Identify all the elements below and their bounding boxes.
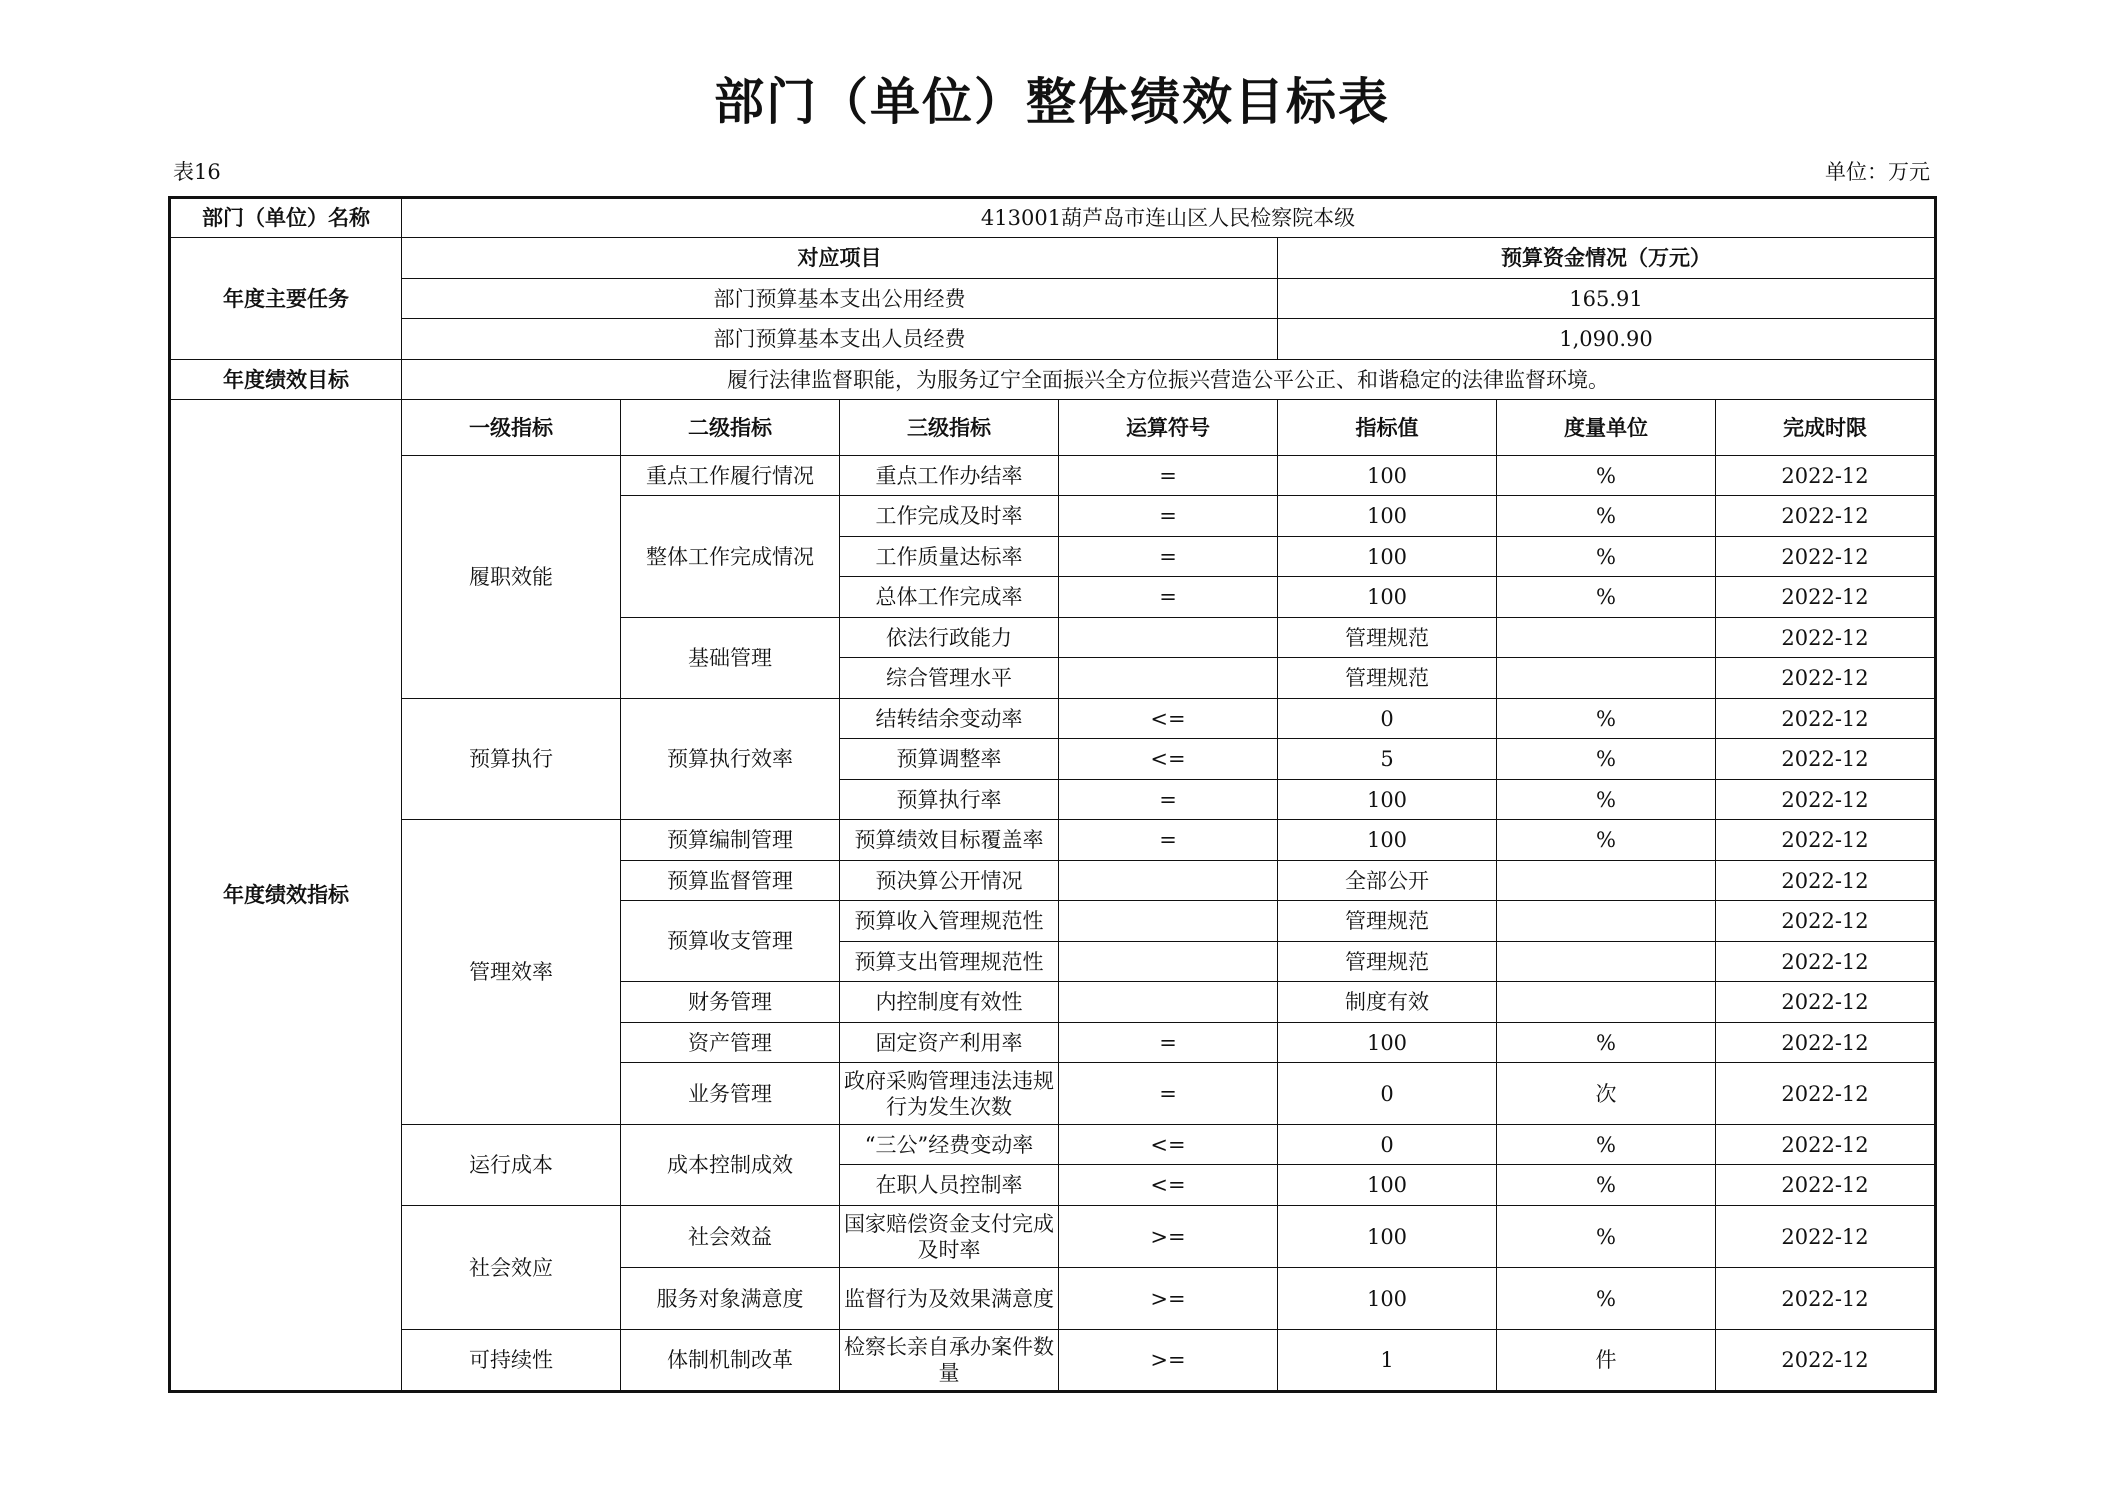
col-header: 完成时限 xyxy=(1716,400,1936,456)
col-header: 度量单位 xyxy=(1497,400,1716,456)
dept-name: 413001葫芦岛市连山区人民检察院本级 xyxy=(402,198,1936,238)
indicator-value: 100 xyxy=(1278,1165,1497,1206)
level3-indicator: 工作完成及时率 xyxy=(840,496,1059,537)
level3-indicator: “三公”经费变动率 xyxy=(840,1125,1059,1165)
indicator-value: 100 xyxy=(1278,537,1497,577)
indicator-value: 1 xyxy=(1278,1330,1497,1392)
level3-indicator: 重点工作办结率 xyxy=(840,456,1059,496)
level2-indicator: 业务管理 xyxy=(621,1063,840,1125)
measure-unit: 次 xyxy=(1497,1063,1716,1125)
deadline: 2022-12 xyxy=(1716,1125,1936,1165)
measure-unit xyxy=(1497,658,1716,699)
deadline: 2022-12 xyxy=(1716,658,1936,699)
indicator-value: 100 xyxy=(1278,456,1497,496)
deadline: 2022-12 xyxy=(1716,1165,1936,1206)
measure-unit: % xyxy=(1497,1125,1716,1165)
level1-indicator: 预算执行 xyxy=(402,699,621,820)
tasks-header-row xyxy=(170,238,1936,279)
unit-label: 单位：万元 xyxy=(1825,160,1930,184)
operator: <= xyxy=(1059,739,1278,780)
operator: = xyxy=(1059,1023,1278,1063)
deadline: 2022-12 xyxy=(1716,1268,1936,1330)
measure-unit: % xyxy=(1497,537,1716,577)
indicator-value: 管理规范 xyxy=(1278,942,1497,982)
level2-indicator: 社会效益 xyxy=(621,1206,840,1268)
indicator-value: 5 xyxy=(1278,739,1497,780)
indicator-value: 100 xyxy=(1278,1268,1497,1330)
operator xyxy=(1059,861,1278,901)
task-budget: 1,090.90 xyxy=(1278,319,1936,360)
deadline: 2022-12 xyxy=(1716,780,1936,820)
level2-indicator: 整体工作完成情况 xyxy=(621,496,840,618)
level2-indicator: 服务对象满意度 xyxy=(621,1268,840,1330)
measure-unit: % xyxy=(1497,496,1716,537)
indicator-value: 制度有效 xyxy=(1278,982,1497,1023)
dept-label: 部门（单位）名称 xyxy=(170,198,402,238)
indicator-value: 0 xyxy=(1278,1063,1497,1125)
measure-unit: % xyxy=(1497,577,1716,618)
level3-indicator: 预算支出管理规范性 xyxy=(840,942,1059,982)
measure-unit xyxy=(1497,942,1716,982)
deadline: 2022-12 xyxy=(1716,699,1936,739)
tasks-col-item: 对应项目 xyxy=(402,238,1278,279)
deadline: 2022-12 xyxy=(1716,537,1936,577)
operator: = xyxy=(1059,496,1278,537)
deadline: 2022-12 xyxy=(1716,618,1936,658)
level3-indicator: 预算收入管理规范性 xyxy=(840,901,1059,942)
indicator-row xyxy=(170,699,1936,739)
measure-unit xyxy=(1497,982,1716,1023)
page-title: 部门（单位）整体绩效目标表 xyxy=(714,73,1390,131)
indicator-row xyxy=(170,1125,1936,1165)
measure-unit: % xyxy=(1497,699,1716,739)
deadline: 2022-12 xyxy=(1716,861,1936,901)
measure-unit xyxy=(1497,618,1716,658)
level3-indicator: 国家赔偿资金支付完成及时率 xyxy=(840,1206,1059,1268)
indicator-value: 100 xyxy=(1278,496,1497,537)
operator xyxy=(1059,658,1278,699)
level2-indicator: 预算收支管理 xyxy=(621,901,840,982)
deadline: 2022-12 xyxy=(1716,901,1936,942)
goal-row xyxy=(170,360,1936,400)
level2-indicator: 重点工作履行情况 xyxy=(621,456,840,496)
level2-indicator: 基础管理 xyxy=(621,618,840,699)
deadline: 2022-12 xyxy=(1716,739,1936,780)
level2-indicator: 预算执行效率 xyxy=(621,699,840,820)
level1-indicator: 运行成本 xyxy=(402,1125,621,1206)
measure-unit: % xyxy=(1497,1268,1716,1330)
deadline: 2022-12 xyxy=(1716,577,1936,618)
level3-indicator: 内控制度有效性 xyxy=(840,982,1059,1023)
indicator-value: 0 xyxy=(1278,1125,1497,1165)
indicator-value: 100 xyxy=(1278,820,1497,861)
task-row xyxy=(170,279,1936,319)
operator: >= xyxy=(1059,1330,1278,1392)
level3-indicator: 预算调整率 xyxy=(840,739,1059,780)
goal-text: 履行法律监督职能，为服务辽宁全面振兴全方位振兴营造公平公正、和谐稳定的法律监督环境。 xyxy=(402,360,1936,400)
col-header: 指标值 xyxy=(1278,400,1497,456)
measure-unit: % xyxy=(1497,780,1716,820)
indicator-value: 100 xyxy=(1278,780,1497,820)
goal-label: 年度绩效目标 xyxy=(170,360,402,400)
indicators-header-row xyxy=(170,400,1936,456)
level3-indicator: 固定资产利用率 xyxy=(840,1023,1059,1063)
col-header: 运算符号 xyxy=(1059,400,1278,456)
level2-indicator: 财务管理 xyxy=(621,982,840,1023)
indicator-value: 管理规范 xyxy=(1278,658,1497,699)
indicator-value: 100 xyxy=(1278,1023,1497,1063)
level1-indicator: 社会效应 xyxy=(402,1206,621,1330)
level3-indicator: 监督行为及效果满意度 xyxy=(840,1268,1059,1330)
level3-indicator: 依法行政能力 xyxy=(840,618,1059,658)
dept-row xyxy=(170,198,1936,238)
tasks-col-budget: 预算资金情况（万元） xyxy=(1278,238,1936,279)
measure-unit: 件 xyxy=(1497,1330,1716,1392)
operator: >= xyxy=(1059,1268,1278,1330)
table-number: 表16 xyxy=(173,160,221,184)
operator: <= xyxy=(1059,1125,1278,1165)
operator xyxy=(1059,901,1278,942)
deadline: 2022-12 xyxy=(1716,982,1936,1023)
task-budget: 165.91 xyxy=(1278,279,1936,319)
level3-indicator: 在职人员控制率 xyxy=(840,1165,1059,1206)
deadline: 2022-12 xyxy=(1716,1330,1936,1392)
operator xyxy=(1059,982,1278,1023)
level1-indicator: 可持续性 xyxy=(402,1330,621,1392)
tasks-label: 年度主要任务 xyxy=(170,238,402,360)
level3-indicator: 总体工作完成率 xyxy=(840,577,1059,618)
operator: = xyxy=(1059,537,1278,577)
level3-indicator: 工作质量达标率 xyxy=(840,537,1059,577)
level3-indicator: 结转结余变动率 xyxy=(840,699,1059,739)
level3-indicator: 综合管理水平 xyxy=(840,658,1059,699)
deadline: 2022-12 xyxy=(1716,820,1936,861)
indicator-row xyxy=(170,1206,1936,1268)
operator: = xyxy=(1059,820,1278,861)
indicator-row xyxy=(170,456,1936,496)
level3-indicator: 政府采购管理违法违规行为发生次数 xyxy=(840,1063,1059,1125)
level3-indicator: 预算绩效目标覆盖率 xyxy=(840,820,1059,861)
measure-unit: % xyxy=(1497,820,1716,861)
level2-indicator: 成本控制成效 xyxy=(621,1125,840,1206)
operator xyxy=(1059,618,1278,658)
level3-indicator: 检察长亲自承办案件数量 xyxy=(840,1330,1059,1392)
operator: = xyxy=(1059,780,1278,820)
operator: <= xyxy=(1059,699,1278,739)
deadline: 2022-12 xyxy=(1716,456,1936,496)
level3-indicator: 预决算公开情况 xyxy=(840,861,1059,901)
indicator-value: 100 xyxy=(1278,577,1497,618)
deadline: 2022-12 xyxy=(1716,1206,1936,1268)
measure-unit: % xyxy=(1497,456,1716,496)
indicator-row xyxy=(170,1330,1936,1392)
indicators-label: 年度绩效指标 xyxy=(170,400,402,1392)
operator: <= xyxy=(1059,1165,1278,1206)
measure-unit: % xyxy=(1497,1165,1716,1206)
level2-indicator: 预算监督管理 xyxy=(621,861,840,901)
operator xyxy=(1059,942,1278,982)
task-item: 部门预算基本支出公用经费 xyxy=(402,279,1278,319)
indicator-value: 全部公开 xyxy=(1278,861,1497,901)
operator: = xyxy=(1059,577,1278,618)
task-item: 部门预算基本支出人员经费 xyxy=(402,319,1278,360)
level2-indicator: 预算编制管理 xyxy=(621,820,840,861)
col-header: 一级指标 xyxy=(402,400,621,456)
task-row xyxy=(170,319,1936,360)
level2-indicator: 体制机制改革 xyxy=(621,1330,840,1392)
level1-indicator: 履职效能 xyxy=(402,456,621,699)
operator: >= xyxy=(1059,1206,1278,1268)
deadline: 2022-12 xyxy=(1716,942,1936,982)
deadline: 2022-12 xyxy=(1716,1023,1936,1063)
operator: = xyxy=(1059,1063,1278,1125)
level3-indicator: 预算执行率 xyxy=(840,780,1059,820)
col-header: 三级指标 xyxy=(840,400,1059,456)
performance-table xyxy=(168,196,1937,1393)
measure-unit xyxy=(1497,901,1716,942)
level1-indicator: 管理效率 xyxy=(402,820,621,1125)
indicator-row xyxy=(170,820,1936,861)
operator: = xyxy=(1059,456,1278,496)
deadline: 2022-12 xyxy=(1716,496,1936,537)
measure-unit: % xyxy=(1497,1206,1716,1268)
measure-unit xyxy=(1497,861,1716,901)
measure-unit: % xyxy=(1497,739,1716,780)
indicator-value: 管理规范 xyxy=(1278,618,1497,658)
measure-unit: % xyxy=(1497,1023,1716,1063)
col-header: 二级指标 xyxy=(621,400,840,456)
deadline: 2022-12 xyxy=(1716,1063,1936,1125)
indicator-value: 100 xyxy=(1278,1206,1497,1268)
indicator-value: 0 xyxy=(1278,699,1497,739)
level2-indicator: 资产管理 xyxy=(621,1023,840,1063)
indicator-value: 管理规范 xyxy=(1278,901,1497,942)
